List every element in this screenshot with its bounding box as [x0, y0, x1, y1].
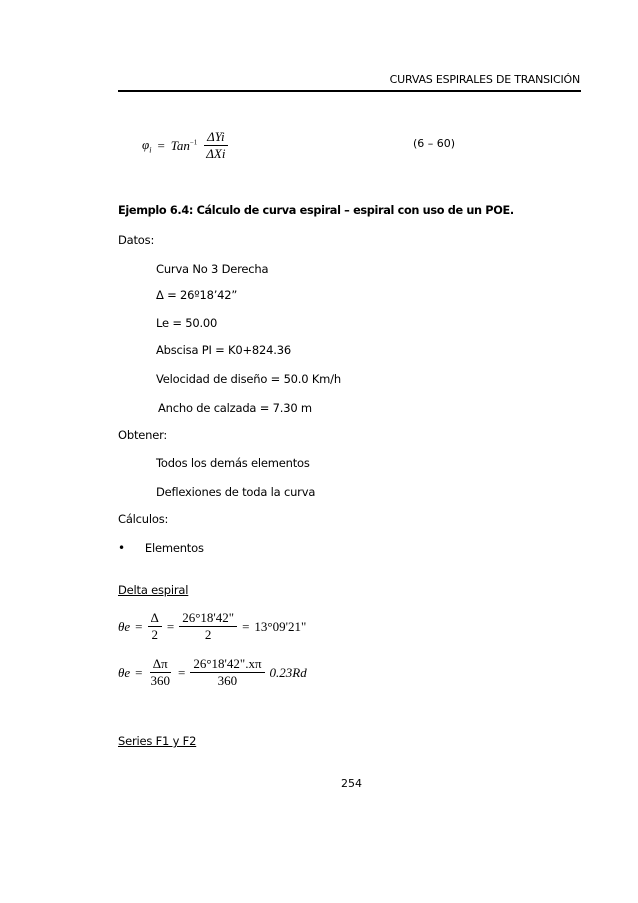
eq3-equals: = [135, 664, 143, 680]
eq3-f2-den: 360 [217, 673, 238, 689]
eq3-f1-num: Δπ [150, 657, 171, 673]
datos-item: Ancho de calzada = 7.30 m [158, 401, 312, 415]
page-number: 254 [341, 777, 362, 790]
eq2-equals: = [135, 618, 143, 634]
eq3-equals: = [178, 664, 186, 680]
eq1-phi-sub: i [149, 145, 152, 155]
eq1-fraction [203, 130, 228, 162]
eq1-denominator: ΔXi [206, 146, 226, 162]
bullet-icon: • [118, 541, 126, 555]
running-header: CURVAS ESPIRALES DE TRANSICIÓN [389, 73, 580, 86]
eq1-phi: φ [142, 137, 150, 152]
datos-item: Velocidad de diseño = 50.0 Km/h [156, 372, 341, 386]
datos-item: Abscisa PI = K0+824.36 [156, 343, 291, 357]
eq2-f1-den: 2 [151, 627, 158, 643]
delta-espiral-heading: Delta espiral [118, 583, 189, 597]
datos-item: Curva No 3 Derecha [156, 262, 269, 276]
datos-item: Le = 50.00 [156, 316, 218, 330]
obtener-label: Obtener: [118, 428, 168, 442]
eq1-tan-sup: −1 [189, 138, 198, 147]
example-title: Ejemplo 6.4: Cálculo de curva espiral – espiral con uso de un POE. [118, 204, 514, 217]
eq1-tan: Tan [170, 137, 190, 153]
eq2-f1-num: Δ [148, 611, 162, 627]
eq1-func [171, 138, 198, 154]
eq2-fraction-2 [179, 611, 237, 643]
eq2-fraction-1 [148, 611, 162, 643]
obtener-item: Deflexiones de toda la curva [156, 485, 316, 499]
eq1-equals: = [157, 137, 165, 153]
eq2-equals: = [166, 618, 175, 634]
equation-number: (6 – 60) [413, 137, 456, 150]
eq1-numerator: ΔYi [204, 130, 228, 146]
series-heading: Series F1 y F2 [118, 734, 197, 748]
bullet-text: Elementos [144, 541, 204, 555]
header-rule [118, 90, 581, 92]
equation-theta-radians [118, 657, 307, 689]
bullet-list-item [118, 541, 204, 555]
eq2-result: 13°09'21" [254, 618, 307, 634]
obtener-item: Todos los demás elementos [156, 456, 310, 470]
eq1-lhs [142, 137, 151, 155]
equation-theta-degrees [118, 611, 306, 643]
eq2-f2-den: 2 [204, 627, 212, 643]
eq2-equals: = [242, 618, 250, 634]
eq3-f1-den: 360 [150, 673, 170, 689]
eq3-result: 0.23Rd [269, 664, 307, 680]
eq3-f2-num: 26°18'42".xπ [190, 657, 264, 673]
eq2-f2-num: 26°18'42" [179, 611, 237, 627]
calculos-label: Cálculos: [118, 512, 169, 526]
eq3-fraction-1 [148, 657, 174, 689]
eq2-lhs: θe [118, 618, 131, 634]
equation-6-60 [142, 130, 228, 162]
datos-label: Datos: [118, 233, 155, 247]
datos-item: Δ = 26º18’42” [156, 288, 238, 302]
eq3-fraction-2 [190, 657, 264, 689]
eq3-lhs: θe [118, 664, 131, 680]
